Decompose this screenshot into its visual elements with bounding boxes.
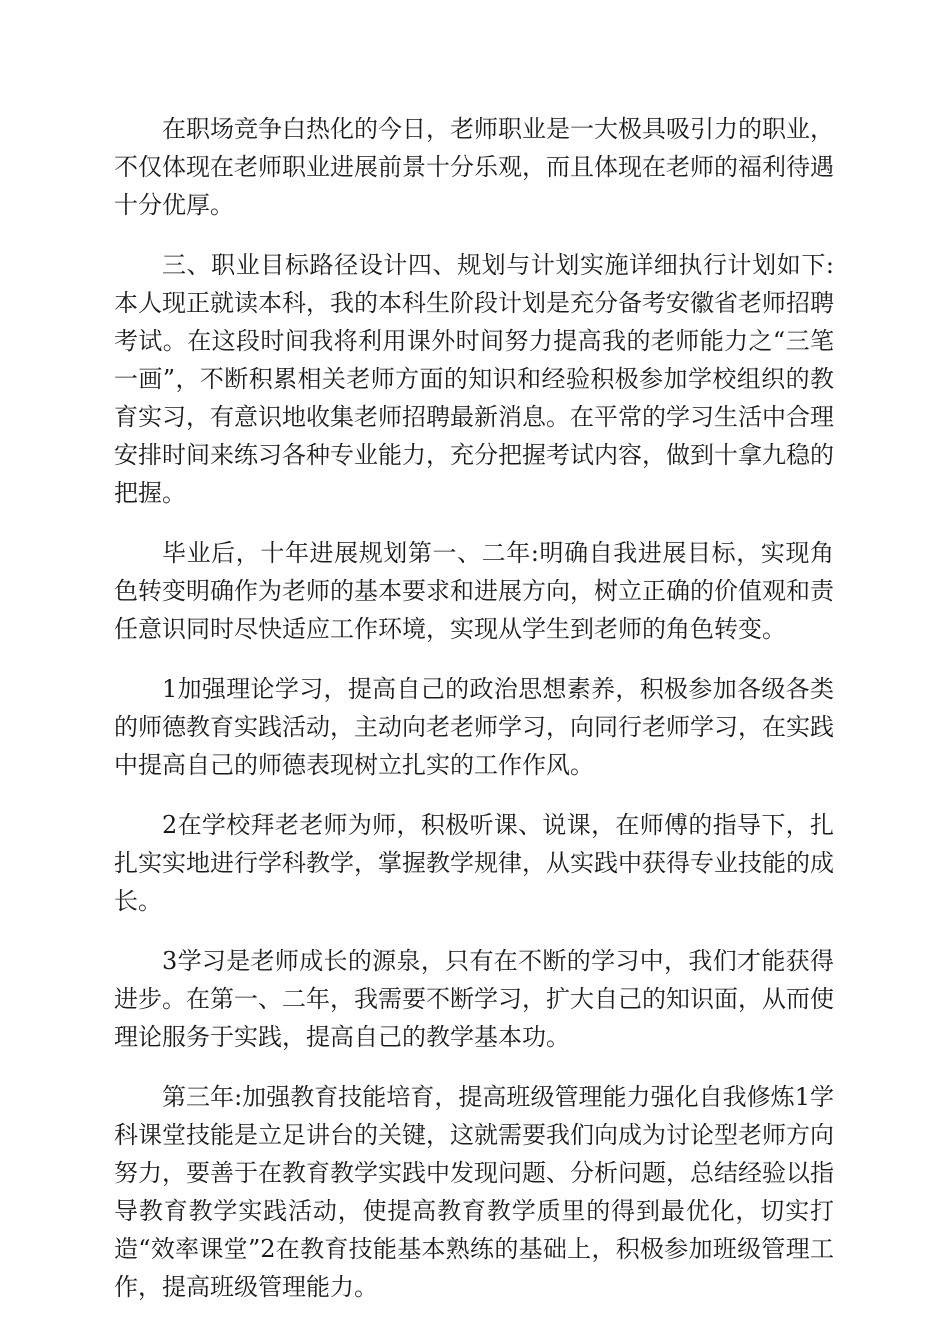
- paragraph-item-2: 2在学校拜老老师为师，积极听课、说课，在师傅的指导下，扎扎实实地进行学科教学，掌握教学规律，从实践中获得专业技能的成长。: [114, 811, 834, 915]
- paragraph-third-year: 第三年:加强教育技能培育，提高班级管理能力强化自我修炼1学科课堂技能是立足讲台的关键，这就需要我们向成为讨论型老师方向努力，要善于在教育教学实践中发现问题、分析问题，总结经验以指导教育教学实践活动，使提高教育教学质里的得到最优化，切实打造“效率课堂”2在教育技能基本熟练的基础上，积极参加班级管理工作，提高班级管理能力。: [114, 1083, 834, 1301]
- paragraph-ten-year-plan: 毕业后，十年进展规划第一、二年:明确自我进展目标，实现角色转变明确作为老师的基本要求和进展方向，树立正确的价值观和责任意识同时尽快适应工作环境，实现从学生到老师的角色转变。: [114, 539, 834, 643]
- paragraph-item-3: 3学习是老师成长的源泉，只有在不断的学习中，我们才能获得进步。在第一、二年，我需要不断学习，扩大自己的知识面，从而使理论服务于实践，提高自己的教学基本功。: [114, 947, 834, 1051]
- paragraph-intro: 在职场竞争白热化的今日，老师职业是一大极具吸引力的职业，不仅体现在老师职业进展前景十分乐观，而且体现在老师的福利待遇十分优厚。: [114, 115, 834, 219]
- paragraph-item-1: 1加强理论学习，提高自己的政治思想素养，积极参加各级各类的师德教育实践活动，主动向老老师学习，向同行老师学习，在实践中提高自己的师德表现树立扎实的工作作风。: [114, 675, 834, 779]
- document-body: [114, 110, 834, 1328]
- paragraph-career-path: 三、职业目标路径设计四、规划与计划实施详细执行计划如下:本人现正就读本科，我的本科生阶段计划是充分备考安徽省老师招聘考试。在这段时间我将利用课外时间努力提高我的老师能力之“三笔一画”，不断积累相关老师方面的知识和经验积极参加学校组织的教育实习，有意识地收集老师招聘最新消息。在平常的学习生活中合理安排时间来练习各种专业能力，充分把握考试内容，做到十拿九稳的把握。: [114, 251, 834, 507]
